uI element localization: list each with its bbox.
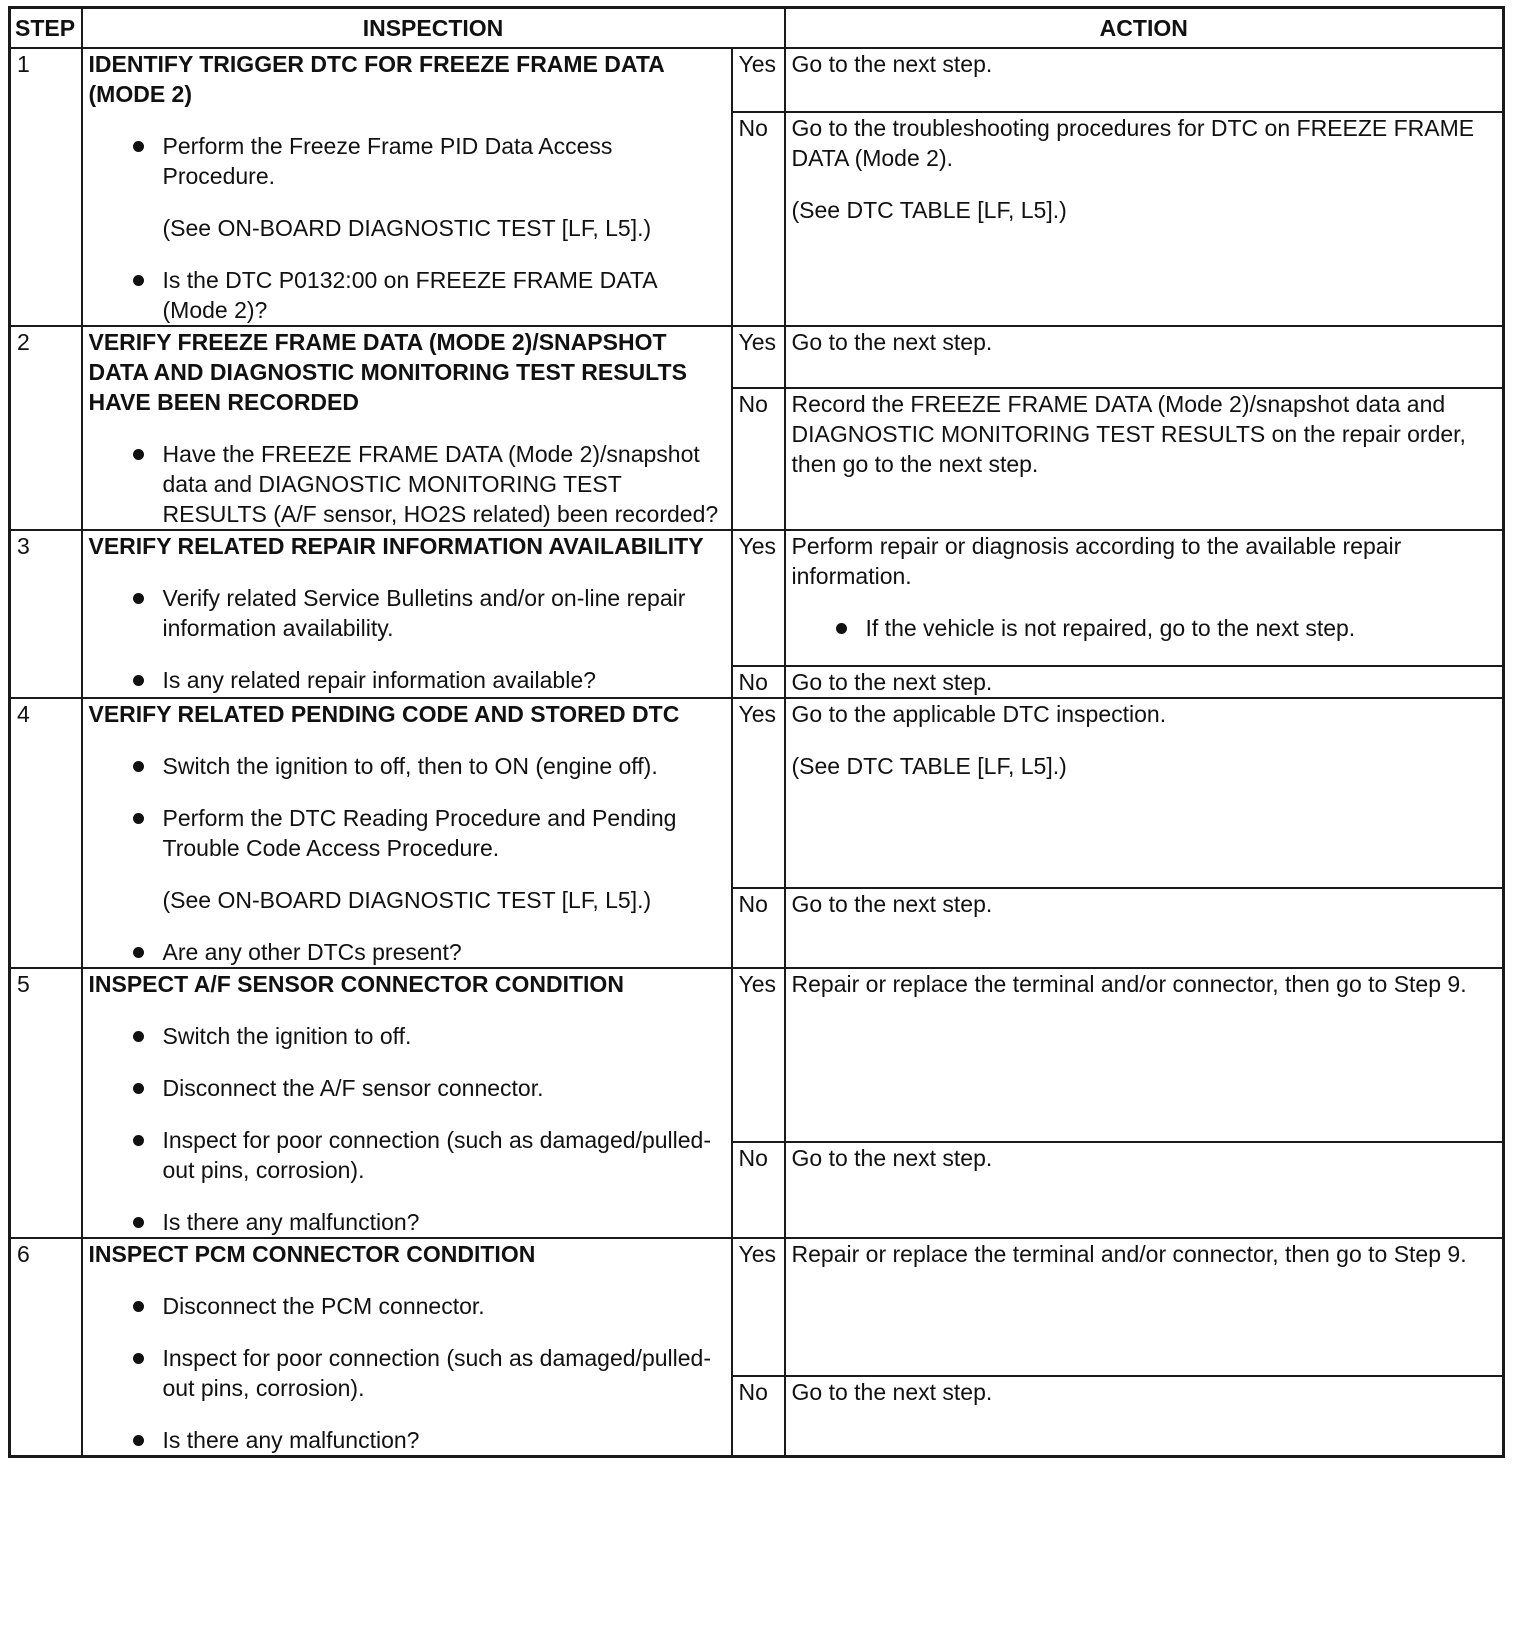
yes-action-text: Go to the applicable DTC inspection.: [791, 701, 1167, 727]
step-2-yes-row: [10, 326, 1504, 388]
no-action: Record the FREEZE FRAME DATA (Mode 2)/snapshot data and DIAGNOSTIC MONITORING TEST RESULTS on the repair order, then go to the next step.: [785, 388, 1504, 530]
yes-label: Yes: [732, 48, 785, 112]
inspection-item: Perform the DTC Reading Procedure and Pending Trouble Code Access Procedure.: [89, 803, 725, 863]
no-action: Go to the next step.: [785, 1142, 1504, 1238]
no-label: No: [732, 666, 785, 698]
yes-label: Yes: [732, 968, 785, 1142]
step-6-inspection: [82, 1238, 732, 1457]
no-action: Go to the next step.: [785, 1376, 1504, 1457]
no-label: No: [732, 1376, 785, 1457]
yes-action: [785, 698, 1504, 888]
inspection-list: [89, 1291, 725, 1455]
step-5-inspection: [82, 968, 732, 1238]
inspection-list: [89, 937, 725, 967]
inspection-item: Disconnect the PCM connector.: [89, 1291, 725, 1321]
no-action-text: Go to the troubleshooting procedures for DTC on FREEZE FRAME DATA (Mode 2).: [791, 115, 1475, 171]
inspection-item: Is any related repair information available?: [89, 665, 725, 695]
step-title: INSPECT PCM CONNECTOR CONDITION: [88, 1241, 536, 1267]
yes-action: Repair or replace the terminal and/or connector, then go to Step 9.: [785, 968, 1504, 1142]
step-title: VERIFY RELATED PENDING CODE AND STORED DTC: [88, 701, 680, 727]
inspection-item: Verify related Service Bulletins and/or on-line repair information availability.: [89, 583, 725, 643]
step-number: 5: [10, 968, 82, 1238]
inspection-item: Disconnect the A/F sensor connector.: [89, 1073, 725, 1103]
inspection-item: Switch the ignition to off, then to ON (engine off).: [89, 751, 725, 781]
inspection-item: Perform the Freeze Frame PID Data Access Procedure.: [89, 131, 725, 191]
inspection-list: [89, 583, 725, 695]
step-4-inspection: [82, 698, 732, 968]
no-label: No: [732, 388, 785, 530]
inspection-list: [89, 439, 725, 529]
yes-label: Yes: [732, 698, 785, 888]
inspection-reference: (See ON-BOARD DIAGNOSTIC TEST [LF, L5].): [162, 215, 652, 241]
yes-action-text: Perform repair or diagnosis according to the available repair information.: [791, 533, 1402, 589]
inspection-item: Is there any malfunction?: [89, 1207, 725, 1237]
step-1-inspection: [82, 48, 732, 326]
header-inspection: INSPECTION: [82, 8, 785, 49]
diagnostic-procedure-table: [8, 6, 1505, 1458]
no-action: Go to the next step.: [785, 888, 1504, 968]
inspection-item: Inspect for poor connection (such as damaged/pulled-out pins, corrosion).: [89, 1125, 725, 1185]
inspection-item: Are any other DTCs present?: [89, 937, 725, 967]
inspection-item: Have the FREEZE FRAME DATA (Mode 2)/snapshot data and DIAGNOSTIC MONITORING TEST RESULTS (A/F sensor, HO2S related) been recorded?: [89, 439, 725, 529]
inspection-list: [89, 131, 725, 191]
inspection-list: [89, 751, 725, 863]
inspection-list: [89, 1021, 725, 1237]
action-item: If the vehicle is not repaired, go to the next step.: [792, 613, 1497, 643]
step-4-yes-row: [10, 698, 1504, 888]
yes-action: Repair or replace the terminal and/or connector, then go to Step 9.: [785, 1238, 1504, 1376]
yes-label: Yes: [732, 326, 785, 388]
step-number: 3: [10, 530, 82, 698]
diagnostic-table-wrapper: [8, 6, 1505, 1458]
yes-action-reference: (See DTC TABLE [LF, L5].): [791, 753, 1067, 779]
step-title: VERIFY RELATED REPAIR INFORMATION AVAILABILITY: [88, 533, 704, 559]
yes-label: Yes: [732, 530, 785, 666]
inspection-list: [89, 265, 725, 325]
inspection-item: Is the DTC P0132:00 on FREEZE FRAME DATA (Mode 2)?: [89, 265, 725, 325]
inspection-item: Inspect for poor connection (such as damaged/pulled-out pins, corrosion).: [89, 1343, 725, 1403]
inspection-reference: (See ON-BOARD DIAGNOSTIC TEST [LF, L5].): [162, 887, 652, 913]
step-number: 4: [10, 698, 82, 968]
step-number: 2: [10, 326, 82, 530]
step-number: 1: [10, 48, 82, 326]
step-6-yes-row: [10, 1238, 1504, 1376]
no-label: No: [732, 888, 785, 968]
step-number: 6: [10, 1238, 82, 1457]
inspection-item: Is there any malfunction?: [89, 1425, 725, 1455]
no-label: No: [732, 1142, 785, 1238]
yes-action: Go to the next step.: [785, 48, 1504, 112]
step-5-yes-row: [10, 968, 1504, 1142]
no-action: [785, 112, 1504, 326]
yes-action: [785, 530, 1504, 666]
step-3-yes-row: [10, 530, 1504, 666]
step-2-inspection: [82, 326, 732, 530]
step-title: VERIFY FREEZE FRAME DATA (MODE 2)/SNAPSHOT DATA AND DIAGNOSTIC MONITORING TEST RESULTS HAVE BEEN RECORDED: [88, 329, 687, 415]
action-list: [792, 613, 1497, 643]
header-step: STEP: [10, 8, 82, 49]
step-1-yes-row: [10, 48, 1504, 112]
yes-label: Yes: [732, 1238, 785, 1376]
no-action-reference: (See DTC TABLE [LF, L5].): [791, 197, 1067, 223]
yes-action: Go to the next step.: [785, 326, 1504, 388]
no-label: No: [732, 112, 785, 326]
step-title: IDENTIFY TRIGGER DTC FOR FREEZE FRAME DATA (MODE 2): [88, 51, 664, 107]
header-row: [10, 8, 1504, 49]
no-action: Go to the next step.: [785, 666, 1504, 698]
inspection-item: Switch the ignition to off.: [89, 1021, 725, 1051]
step-3-inspection: [82, 530, 732, 698]
header-action: ACTION: [785, 8, 1504, 49]
step-title: INSPECT A/F SENSOR CONNECTOR CONDITION: [88, 971, 624, 997]
